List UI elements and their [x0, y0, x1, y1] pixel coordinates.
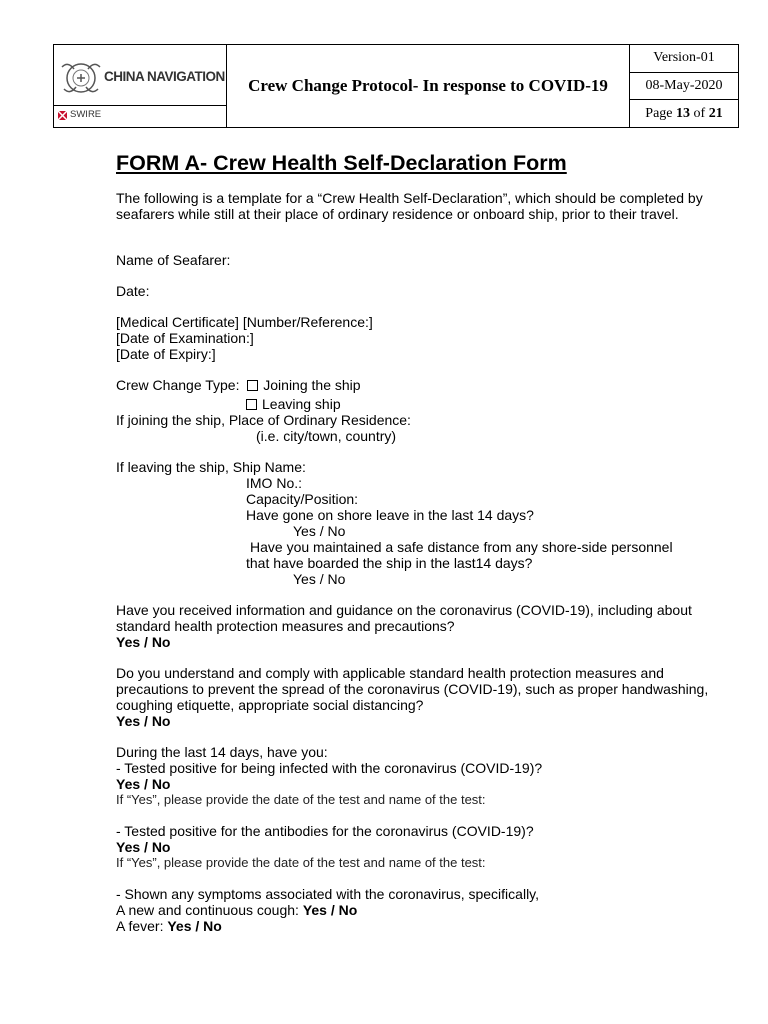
comply-answer: Yes / No: [116, 713, 171, 729]
tested-positive-answer: Yes / No: [116, 776, 171, 792]
antibodies-answer: Yes / No: [116, 839, 171, 855]
crew-change-type: Crew Change Type: Joining the ship: [116, 377, 361, 393]
joining-checkbox[interactable]: [247, 380, 258, 391]
distance-answer: Yes / No: [293, 571, 346, 587]
intro-text: The following is a template for a “Crew Health Self-Declaration”, which should be completed by seafarers while still at their place of ordinary residence or onboard ship, prior to their travel.: [116, 190, 703, 222]
comply-question: Do you understand and comply with applicable standard health protection measures and precautions to prevent the spread of the coronavirus (COVID-19), such as proper handwashing, coughing etiquette, appropriate social distancing?: [116, 665, 709, 713]
distance-question-line2: that have boarded the ship in the last14 days?: [246, 555, 533, 571]
leaving-checkbox[interactable]: [246, 399, 257, 410]
info-answer: Yes / No: [116, 634, 171, 650]
sub-brand: SWIRE: [70, 109, 102, 120]
residence-label: If joining the ship, Place of Ordinary Residence:: [116, 412, 411, 428]
symptoms-question: - Shown any symptoms associated with the coronavirus, specifically,: [116, 886, 540, 902]
capacity-label: Capacity/Position:: [246, 491, 359, 507]
cough-question: A new and continuous cough: Yes / No: [116, 902, 358, 918]
medical-certificate-label: [Medical Certificate] [Number/Reference:]: [116, 314, 373, 330]
antibodies-question: - Tested positive for the antibodies for the coronavirus (COVID-19)?: [116, 823, 534, 839]
document-meta: [630, 45, 738, 127]
page-number: Page 13 of 21: [645, 105, 723, 121]
exam-date-label: [Date of Examination:]: [116, 330, 254, 346]
company-logo: [54, 45, 227, 127]
distance-question-line1: Have you maintained a safe distance from any shore-side personnel: [250, 539, 673, 555]
date-label: Date:: [116, 283, 150, 299]
seafarer-name-label: Name of Seafarer:: [116, 252, 231, 268]
version: Version-01: [630, 45, 738, 73]
test-details-prompt: If “Yes”, please provide the date of the test and name of the test:: [116, 792, 486, 807]
imo-label: IMO No.:: [246, 475, 303, 491]
document-header: [53, 44, 739, 128]
document-title: Crew Change Protocol- In response to COVID-19: [227, 45, 630, 127]
residence-hint: (i.e. city/town, country): [256, 428, 397, 444]
fever-question: A fever: Yes / No: [116, 918, 222, 934]
ship-name-label: If leaving the ship, Ship Name:: [116, 459, 306, 475]
expiry-date-label: [Date of Expiry:]: [116, 346, 216, 362]
joining-label: Joining the ship: [263, 377, 361, 393]
shore-leave-question: Have gone on shore leave in the last 14 days?: [246, 507, 534, 523]
antibody-test-details-prompt: If “Yes”, please provide the date of the test and name of the test:: [116, 855, 486, 870]
form-body: [116, 150, 716, 934]
shore-leave-answer: Yes / No: [293, 523, 346, 539]
tested-positive-question: - Tested positive for being infected with the coronavirus (COVID-19)?: [116, 760, 543, 776]
form-title: FORM A- Crew Health Self-Declaration Form: [116, 151, 567, 175]
swire-flag-icon: [58, 111, 67, 120]
brand-name: CHINA NAVIGATION: [104, 69, 225, 84]
crest-icon: [60, 59, 102, 97]
info-question: Have you received information and guidance on the coronavirus (COVID-19), including about standard health protection measures and precautions?: [116, 602, 692, 634]
last14-intro: During the last 14 days, have you:: [116, 744, 328, 760]
leaving-label: Leaving ship: [262, 396, 341, 412]
logo-divider: [54, 105, 226, 106]
issue-date: 08-May-2020: [630, 73, 738, 101]
leaving-option: [116, 396, 716, 412]
